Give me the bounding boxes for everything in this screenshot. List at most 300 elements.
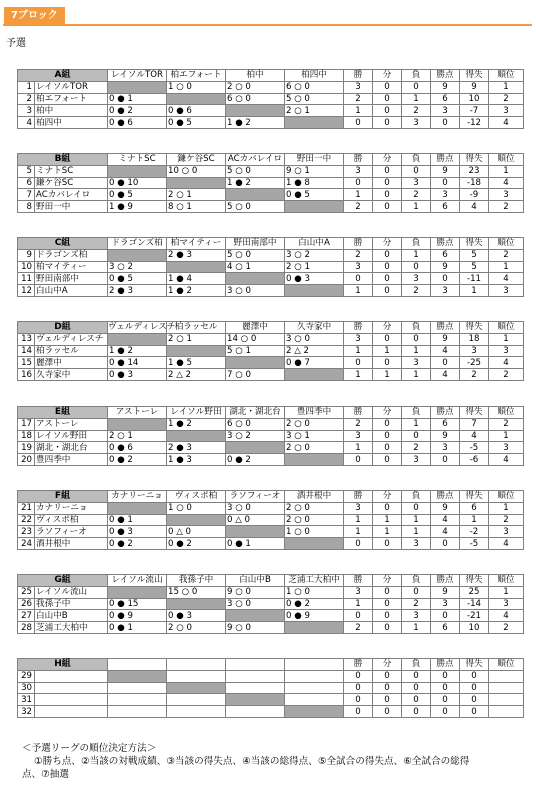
match-result: 0 ● 2 (167, 538, 226, 550)
stat-cell: 1 (460, 514, 489, 526)
table-row (18, 285, 524, 297)
stat-cell: 6 (460, 502, 489, 514)
match-result: 1 ● 2 (226, 117, 285, 129)
match-result: 2 ○ 1 (167, 189, 226, 201)
stat-cell: 3 (431, 285, 460, 297)
stat-cell: 1 (402, 514, 431, 526)
match-result: 3 ○ 0 (226, 598, 285, 610)
stat-cell: 4 (460, 430, 489, 442)
match-result: 2 ○ 0 (285, 502, 344, 514)
self-match-cell (285, 201, 344, 213)
self-match-cell (108, 165, 167, 177)
group-name: C組 (18, 238, 108, 250)
stat-cell: 0 (460, 706, 489, 718)
column-header: 得失 (460, 70, 489, 82)
self-match-cell (108, 502, 167, 514)
match-result: 3 ○ 2 (285, 249, 344, 261)
team-number: 17 (18, 418, 35, 430)
stat-cell: 0 (373, 442, 402, 454)
team-name: 麗澤中 (35, 357, 108, 369)
column-header: 勝 (344, 154, 373, 166)
team-name: 柏マイティー (35, 261, 108, 273)
stat-cell: 1 (489, 502, 524, 514)
self-match-cell (285, 622, 344, 634)
match-result: 9 ○ 0 (226, 622, 285, 634)
column-header: 負 (402, 659, 431, 671)
self-match-cell (285, 706, 344, 718)
match-result: 3 ○ 0 (285, 333, 344, 345)
stat-cell: 0 (373, 261, 402, 273)
stat-cell: 0 (344, 694, 373, 706)
match-result: 0 ● 5 (108, 273, 167, 285)
self-match-cell (285, 454, 344, 466)
group-name: E組 (18, 407, 108, 419)
match-result: 7 ○ 0 (226, 369, 285, 381)
match-result (108, 706, 167, 718)
column-header: 勝点 (431, 322, 460, 334)
stat-cell: 4 (431, 369, 460, 381)
column-header: 得失 (460, 238, 489, 250)
stat-cell: 1 (402, 249, 431, 261)
column-header: 負 (402, 575, 431, 587)
stat-cell: 10 (460, 93, 489, 105)
ranking-rules-title: ＜予選リーグの順位決定方法＞ (22, 743, 157, 754)
stat-cell: -11 (460, 273, 489, 285)
stat-cell: -5 (460, 538, 489, 550)
stat-cell: 0 (373, 81, 402, 93)
column-header: 順位 (489, 407, 524, 419)
stat-cell: 0 (402, 430, 431, 442)
stat-cell: 9 (431, 81, 460, 93)
self-match-cell (226, 526, 285, 538)
stat-cell (489, 694, 524, 706)
column-header: 勝 (344, 238, 373, 250)
stat-cell: 0 (431, 177, 460, 189)
stat-cell: -12 (460, 117, 489, 129)
column-header: 分 (373, 238, 402, 250)
stat-cell: 2 (489, 249, 524, 261)
match-result: 1 ● 2 (167, 418, 226, 430)
match-result: 2 ○ 0 (167, 622, 226, 634)
match-result: 4 ○ 1 (226, 261, 285, 273)
self-match-cell (285, 538, 344, 550)
match-result: 0 ● 1 (108, 514, 167, 526)
match-result (226, 670, 285, 682)
stat-cell: 1 (344, 345, 373, 357)
team-name: レイソルTOR (35, 81, 108, 93)
stat-cell: 0 (344, 706, 373, 718)
stat-cell: 3 (402, 454, 431, 466)
match-result (167, 694, 226, 706)
column-header: 順位 (489, 238, 524, 250)
match-result: 0 ● 1 (108, 93, 167, 105)
stat-cell: 1 (489, 333, 524, 345)
match-result: 3 ○ 2 (108, 261, 167, 273)
match-result: 0 ● 5 (285, 189, 344, 201)
column-header: 勝 (344, 407, 373, 419)
self-match-cell (167, 514, 226, 526)
stat-cell: 2 (460, 369, 489, 381)
block-header (3, 4, 532, 26)
table-row (18, 105, 524, 117)
stat-cell: 0 (344, 670, 373, 682)
stat-cell: 4 (431, 514, 460, 526)
table-row (18, 442, 524, 454)
match-result: 9 ○ 1 (285, 165, 344, 177)
team-name: 我孫子中 (35, 598, 108, 610)
stat-cell: 3 (460, 345, 489, 357)
self-match-cell (167, 93, 226, 105)
stat-cell: 23 (460, 165, 489, 177)
match-result: 3 ○ 0 (226, 285, 285, 297)
team-header: ヴィスポ柏 (167, 491, 226, 503)
column-header: 勝 (344, 70, 373, 82)
stat-cell: 4 (489, 610, 524, 622)
stat-cell: 0 (344, 357, 373, 369)
stat-cell: 0 (373, 502, 402, 514)
table-row (18, 117, 524, 129)
column-header: 分 (373, 491, 402, 503)
stat-cell: 1 (344, 598, 373, 610)
team-header: 柏エフォート (167, 70, 226, 82)
team-name: ラソフィーオ (35, 526, 108, 538)
self-match-cell (167, 261, 226, 273)
stat-cell: 1 (402, 93, 431, 105)
section-title: 予選 (6, 38, 26, 49)
stat-cell: 3 (402, 177, 431, 189)
self-match-cell (285, 369, 344, 381)
team-name: 久寺家中 (35, 369, 108, 381)
team-name: 白山中B (35, 610, 108, 622)
team-number: 10 (18, 261, 35, 273)
team-name: 柏四中 (35, 117, 108, 129)
stat-cell: 2 (489, 201, 524, 213)
stat-cell: 9 (460, 81, 489, 93)
match-result (226, 706, 285, 718)
match-result (108, 694, 167, 706)
stat-cell: 2 (489, 418, 524, 430)
stat-cell: 6 (431, 93, 460, 105)
stat-cell: 9 (431, 165, 460, 177)
self-match-cell (226, 189, 285, 201)
stat-cell: 3 (489, 442, 524, 454)
match-result: 6 ○ 0 (285, 81, 344, 93)
team-header: 柏ラッセル (167, 322, 226, 334)
self-match-cell (167, 598, 226, 610)
self-match-cell (167, 345, 226, 357)
stat-cell: 3 (344, 165, 373, 177)
column-header: 得失 (460, 491, 489, 503)
column-header: 勝 (344, 322, 373, 334)
self-match-cell (167, 682, 226, 694)
stat-cell: 0 (373, 538, 402, 550)
stat-cell: -18 (460, 177, 489, 189)
stat-cell: 1 (373, 514, 402, 526)
column-header: 分 (373, 407, 402, 419)
match-result (285, 682, 344, 694)
team-header: 白山中A (285, 238, 344, 250)
team-number: 30 (18, 682, 35, 694)
table-row (18, 586, 524, 598)
self-match-cell (226, 694, 285, 706)
match-result: 6 ○ 0 (226, 93, 285, 105)
stat-cell: 0 (373, 177, 402, 189)
stat-cell: 2 (344, 249, 373, 261)
self-match-cell (108, 333, 167, 345)
team-name: 柏ラッセル (35, 345, 108, 357)
match-result (226, 682, 285, 694)
column-header: 得失 (460, 575, 489, 587)
stat-cell: 3 (344, 333, 373, 345)
self-match-cell (167, 430, 226, 442)
column-header: 負 (402, 238, 431, 250)
match-result: 1 ● 3 (167, 454, 226, 466)
stat-cell: 1 (344, 514, 373, 526)
match-result: 1 ○ 0 (167, 502, 226, 514)
stat-cell: 2 (489, 369, 524, 381)
match-result: 6 ○ 0 (226, 418, 285, 430)
group-table (17, 237, 524, 297)
team-number: 1 (18, 81, 35, 93)
stat-cell: 9 (431, 502, 460, 514)
match-result: 1 ● 8 (285, 177, 344, 189)
team-header: 鎌ケ谷SC (167, 154, 226, 166)
match-result: 0 ● 2 (108, 538, 167, 550)
match-result: 2 ○ 0 (226, 81, 285, 93)
stat-cell: 2 (402, 598, 431, 610)
self-match-cell (108, 249, 167, 261)
table-row (18, 189, 524, 201)
stat-cell: 0 (373, 610, 402, 622)
stat-cell: 0 (460, 670, 489, 682)
stat-cell: 3 (431, 442, 460, 454)
stat-cell: 0 (373, 333, 402, 345)
stat-cell: 4 (489, 357, 524, 369)
stat-cell: 2 (344, 93, 373, 105)
ranking-rules-line: 点、⑦抽選 (22, 769, 69, 780)
team-name (35, 682, 108, 694)
stat-cell: 0 (402, 682, 431, 694)
table-row (18, 345, 524, 357)
stat-cell: 1 (344, 285, 373, 297)
team-number: 32 (18, 706, 35, 718)
team-header: ヴェルディレスチ (108, 322, 176, 333)
table-row (18, 538, 524, 550)
match-result: 2 △ 2 (167, 369, 226, 381)
team-number: 20 (18, 454, 35, 466)
team-number: 23 (18, 526, 35, 538)
stat-cell: 5 (460, 249, 489, 261)
stat-cell: 1 (489, 430, 524, 442)
stat-cell: 10 (460, 622, 489, 634)
match-result: 0 ● 6 (108, 442, 167, 454)
stat-cell: 0 (373, 357, 402, 369)
group-table (17, 69, 524, 129)
column-header: 負 (402, 70, 431, 82)
stat-cell: 0 (402, 81, 431, 93)
self-match-cell (108, 670, 167, 682)
match-result: 2 ○ 1 (167, 333, 226, 345)
match-result: 2 ● 3 (167, 249, 226, 261)
team-name: 湖北・湖北台 (35, 442, 108, 454)
stat-cell: 7 (460, 418, 489, 430)
match-result: 1 ● 2 (226, 177, 285, 189)
match-result: 2 ○ 1 (108, 430, 167, 442)
match-result: 0 ● 6 (167, 105, 226, 117)
stat-cell: 1 (402, 345, 431, 357)
stat-cell: 6 (431, 418, 460, 430)
stat-cell: 3 (402, 610, 431, 622)
match-result: 14 ○ 0 (226, 333, 285, 345)
column-header: 順位 (489, 70, 524, 82)
match-result: 2 ● 3 (167, 442, 226, 454)
team-header (226, 659, 285, 671)
match-result: 3 ○ 0 (226, 502, 285, 514)
stat-cell: 0 (460, 694, 489, 706)
match-result: 0 ● 3 (108, 526, 167, 538)
stat-cell: 0 (431, 670, 460, 682)
stat-cell: 3 (489, 598, 524, 610)
stat-cell: 25 (460, 586, 489, 598)
table-row (18, 93, 524, 105)
stat-cell: 3 (431, 598, 460, 610)
self-match-cell (226, 105, 285, 117)
match-result: 15 ○ 0 (167, 586, 226, 598)
match-result: 0 ● 2 (226, 454, 285, 466)
column-header: 順位 (489, 491, 524, 503)
stat-cell: 1 (402, 418, 431, 430)
stat-cell (489, 682, 524, 694)
stat-cell: 0 (373, 165, 402, 177)
match-result: 0 ● 2 (108, 454, 167, 466)
group-table (17, 153, 524, 213)
match-result (167, 706, 226, 718)
team-name (35, 694, 108, 706)
stat-cell: 1 (402, 369, 431, 381)
stat-cell: 0 (431, 694, 460, 706)
match-result: 0 ● 15 (108, 598, 167, 610)
stat-cell: 3 (431, 189, 460, 201)
group-name: D組 (18, 322, 108, 334)
stat-cell: 0 (373, 622, 402, 634)
stat-cell: 0 (373, 201, 402, 213)
table-row (18, 165, 524, 177)
stat-cell: 6 (431, 622, 460, 634)
column-header: 分 (373, 70, 402, 82)
team-header (108, 659, 167, 671)
stat-cell: 3 (402, 357, 431, 369)
match-result: 5 ○ 0 (226, 165, 285, 177)
stat-cell: 4 (489, 538, 524, 550)
table-row (18, 201, 524, 213)
match-result: 8 ○ 1 (167, 201, 226, 213)
stat-cell: 0 (344, 538, 373, 550)
match-result: 0 ● 3 (108, 369, 167, 381)
stat-cell: -6 (460, 454, 489, 466)
stat-cell: 1 (344, 442, 373, 454)
table-row (18, 502, 524, 514)
match-result: 0 ● 6 (108, 117, 167, 129)
team-header: 我孫子中 (167, 575, 226, 587)
match-result: 2 ● 3 (108, 285, 167, 297)
stat-cell: 3 (489, 105, 524, 117)
match-result: 0 ● 10 (108, 177, 167, 189)
team-number: 25 (18, 586, 35, 598)
stat-cell: 3 (344, 586, 373, 598)
stat-cell: 1 (489, 586, 524, 598)
table-row (18, 610, 524, 622)
team-header: レイソル野田 (167, 407, 226, 419)
group-table (17, 658, 524, 718)
team-number: 9 (18, 249, 35, 261)
team-number: 21 (18, 502, 35, 514)
stat-cell: -25 (460, 357, 489, 369)
table-row (18, 622, 524, 634)
team-number: 12 (18, 285, 35, 297)
stat-cell: 0 (373, 273, 402, 285)
column-header: 分 (373, 659, 402, 671)
self-match-cell (108, 418, 167, 430)
team-name: ACカバレイロ (35, 189, 108, 201)
stat-cell: 0 (373, 418, 402, 430)
stat-cell: -21 (460, 610, 489, 622)
stat-cell: 3 (402, 117, 431, 129)
stat-cell: 0 (373, 430, 402, 442)
stat-cell: 1 (489, 165, 524, 177)
team-header: 白山中B (226, 575, 285, 587)
match-result: 0 ● 9 (285, 610, 344, 622)
stat-cell: 0 (402, 670, 431, 682)
match-result: 1 ○ 0 (285, 526, 344, 538)
stat-cell: 6 (431, 249, 460, 261)
stat-cell: 0 (373, 454, 402, 466)
stat-cell: 9 (431, 261, 460, 273)
self-match-cell (226, 357, 285, 369)
team-name: 豊四季中 (35, 454, 108, 466)
column-header: 勝点 (431, 659, 460, 671)
stat-cell: 2 (489, 514, 524, 526)
column-header: 負 (402, 322, 431, 334)
match-result: 3 ○ 1 (285, 430, 344, 442)
stat-cell: 3 (344, 502, 373, 514)
stat-cell: 0 (344, 610, 373, 622)
stat-cell: 3 (344, 430, 373, 442)
team-number: 26 (18, 598, 35, 610)
table-row (18, 261, 524, 273)
team-name: カナリーニョ (35, 502, 108, 514)
match-result: 2 ○ 0 (285, 514, 344, 526)
stat-cell: 1 (460, 285, 489, 297)
team-header: アストーレ (108, 407, 167, 419)
stat-cell: -2 (460, 526, 489, 538)
stat-cell: 0 (460, 682, 489, 694)
group-name: H組 (18, 659, 108, 671)
match-result: 0 ● 5 (108, 189, 167, 201)
table-row (18, 177, 524, 189)
column-header: 順位 (489, 659, 524, 671)
stat-cell: 1 (402, 622, 431, 634)
match-result: 2 ○ 1 (285, 105, 344, 117)
team-header: レイソル流山 (108, 575, 167, 587)
stat-cell: 0 (431, 273, 460, 285)
group-table (17, 574, 524, 634)
stat-cell: 0 (431, 117, 460, 129)
stat-cell: 4 (431, 526, 460, 538)
stat-cell: 0 (402, 586, 431, 598)
team-number: 29 (18, 670, 35, 682)
match-result: 0 △ 0 (167, 526, 226, 538)
team-name: ドラゴンズ柏 (35, 249, 108, 261)
